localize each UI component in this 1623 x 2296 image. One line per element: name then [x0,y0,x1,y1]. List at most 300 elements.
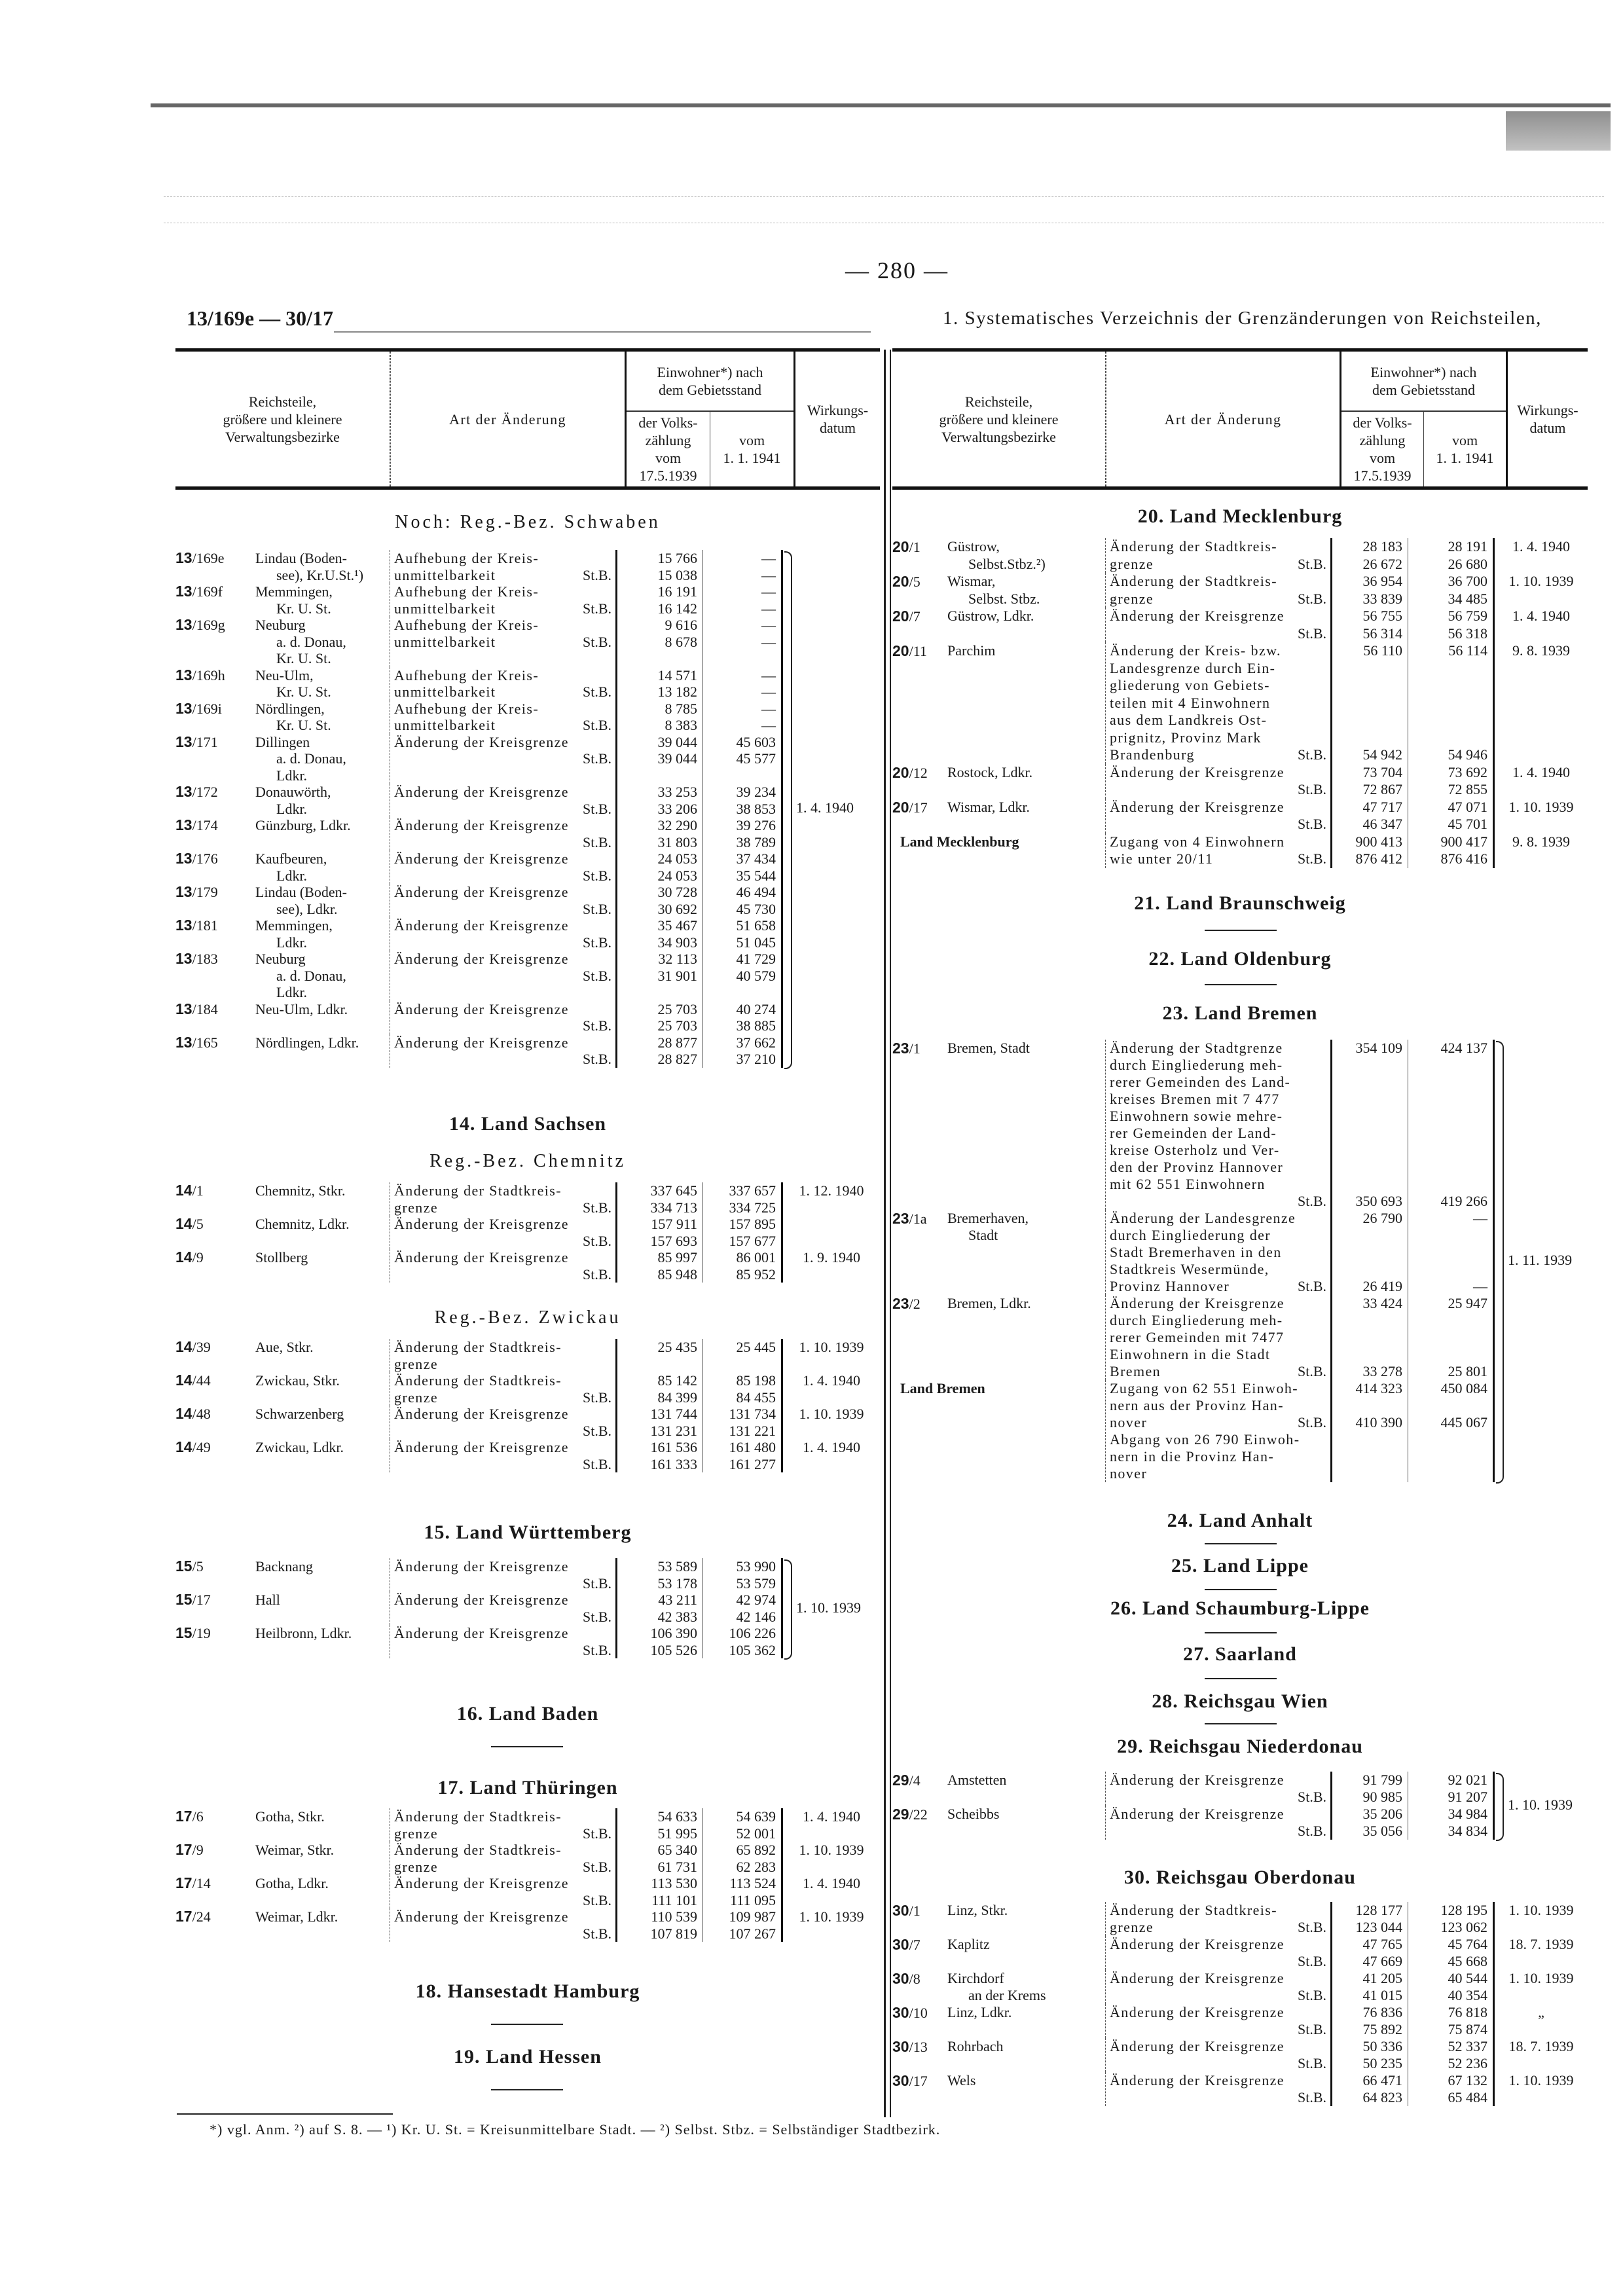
region-name [254,1842,390,1875]
population-1941-value: 39 276 [736,817,776,833]
effective-date-value: 1. 4. 1940 [803,1808,860,1825]
change-text: Änderung der Kreisgrenze [394,1249,569,1266]
population-1941-value: 38 885 [736,1017,776,1034]
population-1939-value: 13 182 [657,683,697,700]
region-name-line: Ldkr. [276,800,308,817]
population-1941-value: 51 045 [736,934,776,951]
change-text: Änderung der Kreis- bzw. [1110,642,1281,659]
table-row [175,1372,880,1406]
region-name-line: Bremen, Ldkr. [947,1295,1031,1311]
change-text: unmittelbarkeit [394,717,496,733]
population-1939-empty [1332,1227,1402,1244]
entry-code-line [175,550,254,567]
stb-label: St.B. [582,800,611,817]
column-divider [884,350,891,2117]
stb-label: St.B. [1297,746,1326,763]
change-description [1105,2038,1330,2072]
population-1941-value: 37 434 [736,850,776,867]
population-1941 [1408,1936,1495,1970]
change-line [1110,677,1326,695]
change-line [394,1859,611,1876]
population-1939-empty [1332,1312,1402,1329]
population-1939 [615,667,702,701]
effective-date [783,667,880,701]
table-oberdonau [892,1902,1588,2106]
change-line [1110,1936,1326,1953]
entry-code-minor: /181 [192,917,218,934]
population-1939-empty [1332,1244,1402,1261]
change-line [1110,591,1326,608]
change-line [394,1051,611,1068]
region-name-line: Bremen, Stadt [947,1040,1030,1056]
change-line [394,550,611,567]
entry-code-minor: /7 [909,608,921,625]
grouping-brace [784,551,792,1069]
change-text: Änderung der Stadtkreis- [394,1339,562,1355]
population-1939-value: 107 819 [650,1925,697,1942]
change-line [1110,1823,1326,1840]
population-1939-empty [617,984,697,1001]
population-1941-value: 45 603 [736,733,776,750]
entry-code [892,1936,946,1970]
effective-date-empty [783,1625,880,1642]
effective-date [1495,2038,1588,2072]
effective-date-empty [783,734,880,751]
population-1939-value: 16 142 [657,600,697,617]
population-1941-value: 45 764 [1448,1936,1487,1952]
population-1939 [615,1372,702,1406]
region-name-line: Zwickau, Stkr. [255,1372,340,1389]
population-1939-value: 131 744 [650,1406,697,1422]
population-1939-empty [1332,1176,1402,1193]
population-1941-value: 337 657 [729,1182,776,1199]
region-name-line: Kr. U. St. [276,683,331,700]
population-1941 [702,1875,783,1908]
change-line [394,1389,611,1406]
region-name-line: Lindau (Boden- [255,884,347,900]
change-text: kreises Bremen mit 7 477 [1110,1091,1280,1107]
change-description [1105,1380,1330,1482]
change-text: Änderung der Stadtgrenze [1110,1040,1283,1056]
change-description [390,1842,615,1875]
change-line [394,984,611,1001]
entry-code-line [892,799,946,816]
stb-label: St.B. [1297,1919,1326,1935]
table-row [892,1210,1588,1295]
population-1939 [1330,1970,1408,2004]
population-1941-value: 36 700 [1448,573,1487,589]
change-description [1105,1040,1330,1210]
entry-code-line [175,1339,254,1356]
entry-code [175,617,254,667]
entry-code [892,1902,946,1936]
change-text: Änderung der Kreisgrenze [394,1034,569,1051]
change-text: Änderung der Stadtkreis- [1110,538,1277,555]
change-line [394,567,611,584]
population-1939-value: 33 839 [1362,590,1402,607]
region-name-line: Land Bremen [900,1380,985,1396]
stb-label: St.B. [582,867,611,884]
region-name [254,1625,390,1658]
population-1941 [702,817,783,850]
change-text: Zugang von 4 Einwohnern [1110,833,1285,850]
entry-code-line [175,951,254,968]
grouping-brace [1496,1773,1504,1841]
population-1939 [615,784,702,817]
table-row [892,2072,1588,2106]
heading-oldenburg: 22. Land Oldenburg [1148,948,1332,970]
effective-date-value: 1. 4. 1940 [803,1875,860,1891]
change-line [1110,729,1326,747]
heading-anhalt: 24. Land Anhalt [1167,1510,1313,1531]
population-1939 [615,617,702,667]
header-region: Reichsteile, größere und kleinere Verwaltungsbezirke [175,352,390,486]
change-description [1105,1936,1330,1970]
change-line [1110,1057,1326,1074]
change-line [1110,1953,1326,1970]
entry-code-major: 30 [892,1902,909,1919]
population-1941-value: 76 818 [1448,2004,1487,2020]
stb-label: St.B. [582,1422,611,1439]
stb-label: St.B. [582,750,611,767]
population-1939 [1330,1295,1408,1380]
change-description [390,917,615,951]
region-name-line: Kaplitz [947,1936,990,1952]
entry-code-major: 17 [175,1808,192,1825]
population-1939-value: 65 340 [657,1842,697,1858]
change-line [394,1625,611,1642]
change-line [1110,1772,1326,1789]
entry-code-line [175,784,254,801]
change-text: Stadtkreis Wesermünde, [1110,1261,1269,1277]
region-name [946,799,1105,833]
change-text: Aufhebung der Kreis- [394,700,539,717]
region-name [254,1249,390,1283]
table-row [892,2004,1588,2038]
population-1941-value: 53 990 [736,1558,776,1575]
entry-code-minor: /1 [909,1040,921,1057]
entry-code-line [892,1936,946,1953]
change-text: Zugang von 62 551 Einwoh- [1110,1380,1298,1396]
entry-code-major: 20 [892,642,909,659]
stb-label: St.B. [582,1641,611,1658]
population-1941-value: 37 662 [736,1034,776,1051]
table-row [175,617,880,667]
population-1941-value: 419 266 [1440,1193,1487,1209]
population-1939-empty [1332,1074,1402,1091]
entry-code [892,1040,946,1210]
population-1939-value: 157 693 [650,1232,697,1249]
entry-code-major: 13 [175,917,192,934]
change-description [1105,608,1330,642]
entry-code-minor: /4 [909,1772,921,1789]
entry-code [175,1875,254,1908]
population-1941-empty [1408,1176,1487,1193]
heading-schaumburg-lippe: 26. Land Schaumburg-Lippe [1110,1597,1370,1619]
entry-code-line [892,1902,946,1919]
region-name [254,583,390,617]
change-description [390,850,615,884]
population-1941-value: — [761,683,776,700]
population-1939-value: 31 803 [657,833,697,850]
effective-date-value: 9. 8. 1939 [1512,833,1570,850]
entry-code-major: 30 [892,2072,909,2089]
population-1941-value: 38 853 [736,800,776,817]
region-name-line: Linz, Stkr. [947,1902,1008,1918]
change-text: prignitz, Provinz Mark [1110,729,1262,746]
population-1939-value: 91 799 [1362,1772,1402,1788]
entry-code-minor: /169g [192,617,225,633]
page-number: — 280 — [845,257,949,283]
entry-code-line [175,734,254,751]
entry-code-major: 14 [175,1215,192,1232]
population-1941 [702,1182,783,1216]
header-1941: vom 1. 1. 1941 [1436,432,1494,466]
change-line [1110,2004,1326,2021]
entry-code [175,1842,254,1875]
entry-code-major: 14 [175,1248,192,1266]
population-1939-value: 25 703 [657,1000,697,1017]
population-1941-empty [1408,1465,1487,1482]
effective-date [783,617,880,667]
population-1941 [702,617,783,667]
header-region: Reichsteile, größere und kleinere Verwaltungsbezirke [892,352,1106,486]
population-1941 [1408,1295,1495,1380]
population-1941-value: 106 226 [729,1625,776,1641]
population-1941 [702,1592,783,1625]
entry-code-line [892,764,946,782]
population-1941-value: — [761,617,776,633]
change-line [1110,608,1326,625]
population-1939 [1330,1936,1408,1970]
change-line [394,1892,611,1909]
effective-date [783,1558,880,1592]
population-1941-empty [1408,1142,1487,1159]
entry-code [175,1372,254,1406]
population-1941 [1408,1902,1495,1936]
entry-code-minor: /5 [909,574,921,590]
section-title: 1. Systematisches Verzeichnis der Grenzänderungen von Reichsteilen, [943,308,1542,329]
change-text: unmittelbarkeit [394,683,496,700]
population-1941 [702,1339,783,1372]
population-1941-value: 56 318 [1448,625,1487,642]
change-line [1110,1987,1326,2004]
header-change: Art der Änderung [1106,352,1341,486]
table-thueringen [175,1808,880,1942]
stb-label: St.B. [1297,781,1326,797]
population-1939-value: 131 231 [650,1422,697,1439]
effective-date [783,1372,880,1406]
population-1939 [1330,642,1408,764]
population-1939-value: 157 911 [651,1216,697,1232]
change-line [1110,2038,1326,2055]
entry-code [175,701,254,734]
region-name [946,1902,1105,1936]
population-1941-empty [1408,1329,1487,1346]
population-1939-value: 31 901 [657,967,697,984]
population-1941 [702,1625,783,1658]
entry-code-minor: /1 [192,1182,204,1199]
change-line [394,917,611,934]
population-1941-value: 38 789 [736,833,776,850]
population-1941-value: 52 337 [1448,2038,1487,2054]
effective-date-empty [1495,1380,1588,1397]
population-1941-value: 52 001 [736,1825,776,1842]
effective-date [783,884,880,917]
region-name-line: Backnang [255,1558,313,1575]
population-1941-value: 40 579 [736,967,776,984]
region-name [946,1806,1105,1840]
entry-code-minor: /183 [192,951,218,967]
population-1941-value: 56 759 [1448,608,1487,624]
change-line [1110,2055,1326,2072]
population-1941-value: 40 274 [736,1000,776,1017]
effective-date-value: 18. 7. 1939 [1508,1936,1574,1952]
heading-niederdonau: 29. Reichsgau Niederdonau [1117,1736,1363,1757]
effective-date-value: 1. 10. 1939 [799,1339,864,1355]
population-1941-value: 34 834 [1448,1823,1487,1839]
population-1939 [1330,2004,1408,2038]
effective-date-empty [783,617,880,634]
change-text: Einwohnern in die Stadt [1110,1346,1271,1362]
population-1939-value: 47 717 [1362,798,1402,815]
effective-date [1495,799,1588,833]
region-name [946,2038,1105,2072]
population-1941-value: — [761,566,776,583]
population-1941 [702,1908,783,1942]
population-1939-value: 111 101 [651,1891,697,1908]
region-name [254,701,390,734]
population-1939-value: 106 390 [650,1625,697,1641]
stb-label: St.B. [1297,1363,1326,1379]
entry-code [892,1210,946,1295]
change-description [390,734,615,784]
entry-code-major: 14 [175,1405,192,1422]
scan-noise-line [164,223,1604,224]
population-1939-value: 26 672 [1362,555,1402,572]
effective-date-empty [783,917,880,934]
change-text: Abgang von 26 790 Einwoh- [1110,1431,1300,1448]
table-row [175,1908,880,1942]
population-1941-value: — [761,600,776,617]
population-1941 [1408,1806,1495,1840]
population-1939 [1330,764,1408,799]
change-line [1110,1431,1326,1448]
change-text: Änderung der Kreisgrenze [394,817,569,833]
entry-code-minor: /169e [192,550,225,566]
population-1939-value: 72 867 [1362,781,1402,797]
change-line [394,1842,611,1859]
population-1941 [1408,764,1495,799]
region-name-line: Land Mecklenburg [900,833,1019,850]
change-text: grenze [394,1355,439,1372]
entry-code [175,1216,254,1249]
change-text: Änderung der Kreisgrenze [394,884,569,900]
entry-code-minor: /169h [192,666,225,683]
population-1939-value: 15 766 [657,550,697,566]
section-rule [1205,1632,1277,1633]
table-row [892,1772,1588,1806]
change-description [390,617,615,667]
change-text: rerer Gemeinden mit 7477 [1110,1329,1285,1345]
change-text: den der Provinz Hannover [1110,1159,1284,1175]
header-effective-date: Wirkungs- datum [1517,402,1578,436]
change-description [1105,2004,1330,2038]
change-text: Änderung der Stadtkreis- [394,1182,562,1199]
region-name-line: Selbst. Stbz. [968,590,1040,607]
population-1939 [615,1908,702,1942]
population-1939-value: 105 526 [650,1641,697,1658]
population-1939-value: 34 903 [657,934,697,951]
stb-label: St.B. [582,1608,611,1625]
change-text: unmittelbarkeit [394,566,496,583]
entry-code-major: 17 [175,1908,192,1925]
effective-date [1495,573,1588,608]
entry-code-major: 15 [175,1591,192,1608]
entry-code-line [892,2038,946,2055]
entry-code-line [175,1182,254,1199]
change-text: Änderung der Kreisgrenze [394,1406,569,1422]
change-text: gliederung von Gebiets- [1110,677,1270,693]
population-1941-value: 51 658 [736,917,776,934]
population-1941-value: 105 362 [729,1641,776,1658]
change-text: nern in die Provinz Han- [1110,1448,1275,1465]
region-name [254,850,390,884]
population-1939 [1330,1902,1408,1936]
heading-hamburg: 18. Hansestadt Hamburg [415,1980,640,2002]
change-text: grenze [394,1199,439,1216]
entry-code [175,1592,254,1625]
change-line [1110,1074,1326,1091]
change-description [390,884,615,917]
population-1939-value: 46 347 [1362,816,1402,832]
population-1939-empty [1332,1091,1402,1108]
change-text: Aufhebung der Kreis- [394,666,539,683]
stb-label: St.B. [582,1389,611,1406]
header-population [627,352,795,486]
entry-code-minor: /172 [192,784,218,800]
population-1939-value: 900 413 [1355,833,1402,850]
table-row [175,1625,880,1658]
population-1939-value: 33 278 [1362,1363,1402,1379]
population-1941-empty [1408,1312,1487,1329]
header-population-title: Einwohner*) nach dem Gebietsstand [1341,352,1506,412]
population-1939-value: 41 205 [1362,1970,1402,1986]
change-line [1110,1261,1326,1278]
population-1939-value: 334 713 [650,1199,697,1216]
entry-code-major: 23 [892,1040,909,1057]
group-effective-date: 1. 10. 1939 [1508,1796,1573,1813]
population-1939-value: 14 571 [657,666,697,683]
population-1941-value: — [761,633,776,650]
entry-code [175,667,254,701]
change-line [1110,573,1326,591]
region-name [254,1439,390,1472]
population-1941-value: 62 283 [736,1858,776,1875]
population-1939-value: 161 333 [650,1455,697,1472]
population-1939-value: 113 530 [651,1875,697,1891]
entry-code-line [892,538,946,556]
population-1939-value: 876 412 [1355,850,1402,867]
region-name [892,1380,1105,1482]
change-text: Einwohnern sowie mehre- [1110,1108,1283,1124]
change-description [390,1001,615,1034]
population-1939 [615,917,702,951]
entry-code-minor: /44 [192,1372,211,1389]
population-1941 [702,1406,783,1439]
population-1939 [615,951,702,1001]
effective-date [783,1249,880,1283]
